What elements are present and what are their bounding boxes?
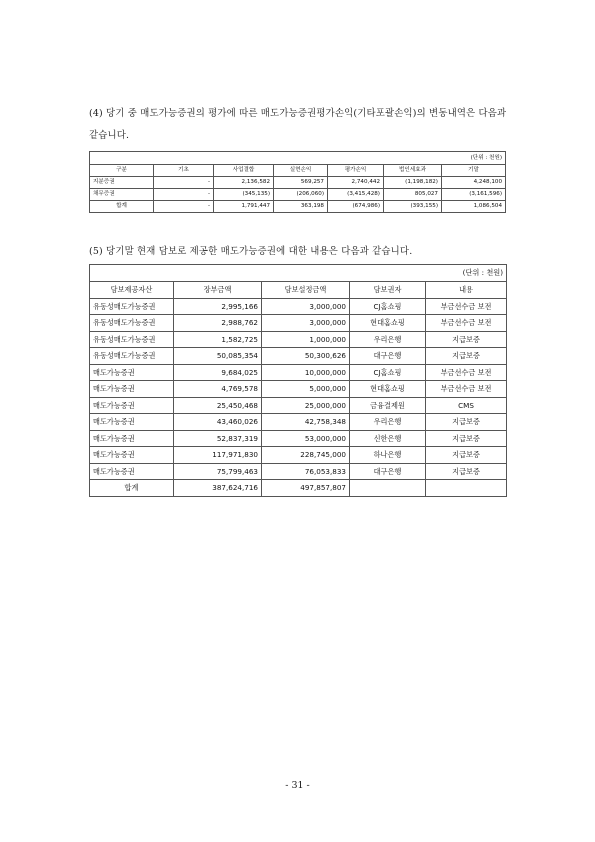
section5-table (89, 264, 507, 497)
table-cell: 5,000,000 (262, 381, 350, 398)
table-cell: 우리은행 (350, 414, 426, 431)
table-cell: 신한은행 (350, 430, 426, 447)
unit-label: (단위 : 천원) (90, 265, 507, 282)
table-row (90, 430, 507, 447)
table-cell: 117,971,830 (174, 447, 262, 464)
column-header: 기말 (442, 165, 506, 177)
section4-paragraph: (4) 당기 중 매도가능증권의 평가에 따른 매도가능증권평가손익(기타포괄손익)의 변동내역은 다음과 같습니다. (89, 108, 507, 141)
table-cell: 497,857,807 (262, 480, 350, 497)
table-cell: (345,135) (214, 189, 274, 201)
table-cell: 52,837,319 (174, 430, 262, 447)
table-cell: 매도가능증권 (90, 414, 174, 431)
table-cell: 2,740,442 (328, 177, 384, 189)
table-cell: 3,000,000 (262, 298, 350, 315)
table-header-row (90, 165, 506, 177)
table-row (90, 331, 507, 348)
column-header: 평가손익 (328, 165, 384, 177)
column-header: 담보설정금액 (262, 282, 350, 299)
column-header: 장부금액 (174, 282, 262, 299)
table-cell: 10,000,000 (262, 364, 350, 381)
table-cell: CJ홈쇼핑 (350, 298, 426, 315)
table-cell: 합계 (90, 480, 174, 497)
table-cell: 4,769,578 (174, 381, 262, 398)
table-cell: 2,995,166 (174, 298, 262, 315)
table-cell: 대구은행 (350, 348, 426, 365)
table-cell: 매도가능증권 (90, 364, 174, 381)
table-cell: 지급보증 (426, 463, 507, 480)
table-cell: (3,415,428) (328, 189, 384, 201)
column-header: 담보권자 (350, 282, 426, 299)
table-cell: 채무증권 (90, 189, 154, 201)
table-cell: 부금선수금 보전 (426, 381, 507, 398)
table-cell: 지급보증 (426, 447, 507, 464)
table-cell: 지급보증 (426, 414, 507, 431)
column-header: 법인세효과 (384, 165, 442, 177)
table-cell: (393,155) (384, 201, 442, 213)
column-header: 실현손익 (274, 165, 328, 177)
table-cell: 1,000,000 (262, 331, 350, 348)
table-cell: (1,198,182) (384, 177, 442, 189)
table-cell: 매도가능증권 (90, 430, 174, 447)
table-cell: - (154, 201, 214, 213)
table-cell: 매도가능증권 (90, 463, 174, 480)
table-row (90, 189, 506, 201)
table-cell: 43,460,026 (174, 414, 262, 431)
table-cell: 현대홈쇼핑 (350, 315, 426, 332)
table-cell: 유동성매도가능증권 (90, 331, 174, 348)
table-row (90, 348, 507, 365)
table-cell (426, 480, 507, 497)
table-cell: 228,745,000 (262, 447, 350, 464)
table-row (90, 298, 507, 315)
table-cell: 부금선수금 보전 (426, 315, 507, 332)
table-cell: 합계 (90, 201, 154, 213)
table-cell: 3,000,000 (262, 315, 350, 332)
table-cell: 42,758,348 (262, 414, 350, 431)
table-cell: (206,060) (274, 189, 328, 201)
table-cell: - (154, 189, 214, 201)
table-cell: 지급보증 (426, 348, 507, 365)
table-row (90, 177, 506, 189)
table-cell: 1,086,504 (442, 201, 506, 213)
table-cell: 2,136,582 (214, 177, 274, 189)
column-header: 사업결합 (214, 165, 274, 177)
column-header: 기초 (154, 165, 214, 177)
table-total-row (90, 201, 506, 213)
table-cell: 387,624,716 (174, 480, 262, 497)
table-cell: CMS (426, 397, 507, 414)
table-cell: 대구은행 (350, 463, 426, 480)
table-cell: CJ홈쇼핑 (350, 364, 426, 381)
table-cell (350, 480, 426, 497)
unit-label: (단위 : 천원) (90, 152, 506, 165)
table-cell: 하나은행 (350, 447, 426, 464)
table-cell: - (154, 177, 214, 189)
table-cell: 25,000,000 (262, 397, 350, 414)
table-cell: 현대홈쇼핑 (350, 381, 426, 398)
table-cell: 2,988,762 (174, 315, 262, 332)
table-header-row (90, 282, 507, 299)
table-row (90, 364, 507, 381)
table-cell: 유동성매도가능증권 (90, 348, 174, 365)
table-row (90, 447, 507, 464)
column-header: 담보제공자산 (90, 282, 174, 299)
table-cell: 매도가능증권 (90, 397, 174, 414)
table-cell: 지급보증 (426, 430, 507, 447)
table-cell: 76,053,833 (262, 463, 350, 480)
table-cell: 1,791,447 (214, 201, 274, 213)
table-cell: 유동성매도가능증권 (90, 298, 174, 315)
table-cell: 25,450,468 (174, 397, 262, 414)
table-cell: 50,300,626 (262, 348, 350, 365)
table-cell: 805,027 (384, 189, 442, 201)
table-cell: 부금선수금 보전 (426, 364, 507, 381)
table-cell: 1,582,725 (174, 331, 262, 348)
table-cell: 매도가능증권 (90, 447, 174, 464)
section4-table (89, 151, 506, 213)
section5-paragraph: (5) 당기말 현재 담보로 제공한 매도가능증권에 대한 내용은 다음과 같습니다. (89, 246, 413, 257)
table-cell: 50,085,354 (174, 348, 262, 365)
table-row (90, 315, 507, 332)
table-cell: 지분증권 (90, 177, 154, 189)
table-cell: 9,684,025 (174, 364, 262, 381)
table-cell: 우리은행 (350, 331, 426, 348)
table-cell: 지급보증 (426, 331, 507, 348)
table-total-row (90, 480, 507, 497)
table-row (90, 381, 507, 398)
table-cell: (3,161,596) (442, 189, 506, 201)
column-header: 내용 (426, 282, 507, 299)
table-cell: 매도가능증권 (90, 381, 174, 398)
table-row (90, 414, 507, 431)
table-cell: 53,000,000 (262, 430, 350, 447)
table-cell: (674,986) (328, 201, 384, 213)
page-number: - 31 - (285, 780, 310, 791)
table-row (90, 463, 507, 480)
column-header: 구분 (90, 165, 154, 177)
table-cell: 부금선수금 보전 (426, 298, 507, 315)
table-cell: 75,799,463 (174, 463, 262, 480)
table-cell: 4,248,100 (442, 177, 506, 189)
table-cell: 금융결제원 (350, 397, 426, 414)
section5-table-body (90, 298, 507, 496)
table-cell: 569,257 (274, 177, 328, 189)
table-cell: 363,198 (274, 201, 328, 213)
table-row (90, 397, 507, 414)
table-cell: 유동성매도가능증권 (90, 315, 174, 332)
